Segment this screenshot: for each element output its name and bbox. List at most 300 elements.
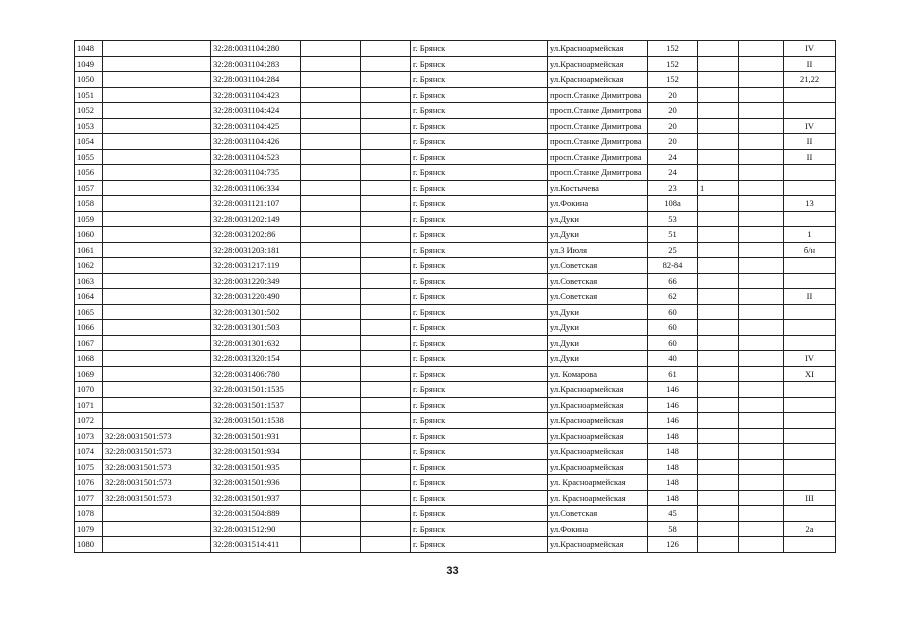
cell-city: г. Брянск (411, 382, 548, 398)
cell-empty-col-4 (301, 103, 361, 119)
cell-empty-col-10 (739, 521, 784, 537)
cell-empty-col-10 (739, 56, 784, 72)
cell-house-number: 66 (648, 273, 698, 289)
cell-row-number: 1067 (75, 335, 103, 351)
cell-city: г. Брянск (411, 56, 548, 72)
cell-empty-col-10 (739, 165, 784, 181)
cell-house-number: 148 (648, 459, 698, 475)
cell-cadastral-number: 32:28:0031104:424 (211, 103, 301, 119)
table-row (75, 397, 836, 413)
cell-street: ул.Дуки (548, 320, 648, 336)
cell-street: ул.Дуки (548, 211, 648, 227)
cell-cadastral-number: 32:28:0031301:632 (211, 335, 301, 351)
cell-row-number: 1057 (75, 180, 103, 196)
cell-parent-cadastral-number (103, 335, 211, 351)
cell-city: г. Брянск (411, 87, 548, 103)
cell-city: г. Брянск (411, 258, 548, 274)
cell-cadastral-number: 32:28:0031104:283 (211, 56, 301, 72)
cell-empty-col-5 (361, 304, 411, 320)
cell-house-number: 108а (648, 196, 698, 212)
cell-city: г. Брянск (411, 490, 548, 506)
cell-parent-cadastral-number (103, 397, 211, 413)
cell-empty-col-4 (301, 382, 361, 398)
cell-city: г. Брянск (411, 521, 548, 537)
table-row (75, 273, 836, 289)
cell-empty-col-5 (361, 537, 411, 553)
cell-parent-cadastral-number (103, 537, 211, 553)
cell-parent-cadastral-number (103, 180, 211, 196)
cell-empty-col-5 (361, 211, 411, 227)
cell-empty-col-5 (361, 273, 411, 289)
cell-empty-col-10 (739, 413, 784, 429)
cell-empty-col-4 (301, 351, 361, 367)
cell-room-number: 2а (784, 521, 836, 537)
cell-house-number: 126 (648, 537, 698, 553)
cell-empty-col-10 (739, 242, 784, 258)
cell-row-number: 1075 (75, 459, 103, 475)
cell-empty-col-4 (301, 227, 361, 243)
cell-empty-col-10 (739, 149, 784, 165)
cell-empty-col-10 (739, 475, 784, 491)
table-row (75, 366, 836, 382)
cell-house-number: 152 (648, 72, 698, 88)
cell-empty-col-5 (361, 475, 411, 491)
cell-street: ул.Красноармейская (548, 459, 648, 475)
cell-empty-col-5 (361, 366, 411, 382)
cell-building (698, 165, 739, 181)
cell-room-number: 21,22 (784, 72, 836, 88)
cell-building (698, 134, 739, 150)
cell-street: ул.Красноармейская (548, 428, 648, 444)
cell-building (698, 428, 739, 444)
cell-parent-cadastral-number: 32:28:0031501:573 (103, 444, 211, 460)
cell-city: г. Брянск (411, 41, 548, 57)
cell-row-number: 1070 (75, 382, 103, 398)
cell-building (698, 413, 739, 429)
cell-building (698, 72, 739, 88)
cell-empty-col-5 (361, 118, 411, 134)
cell-street: ул.Красноармейская (548, 56, 648, 72)
cell-house-number: 58 (648, 521, 698, 537)
cell-parent-cadastral-number (103, 320, 211, 336)
cell-row-number: 1063 (75, 273, 103, 289)
cell-parent-cadastral-number (103, 165, 211, 181)
cell-empty-col-10 (739, 196, 784, 212)
cell-empty-col-10 (739, 490, 784, 506)
cell-empty-col-5 (361, 428, 411, 444)
cell-empty-col-4 (301, 149, 361, 165)
cell-city: г. Брянск (411, 444, 548, 460)
cell-empty-col-4 (301, 211, 361, 227)
table-row (75, 103, 836, 119)
cell-cadastral-number: 32:28:0031501:931 (211, 428, 301, 444)
cell-row-number: 1048 (75, 41, 103, 57)
cell-city: г. Брянск (411, 475, 548, 491)
cell-house-number: 53 (648, 211, 698, 227)
cell-street: просп.Станке Димитрова (548, 134, 648, 150)
table-row (75, 227, 836, 243)
cell-house-number: 146 (648, 413, 698, 429)
cell-empty-col-10 (739, 537, 784, 553)
cell-empty-col-10 (739, 320, 784, 336)
cell-parent-cadastral-number: 32:28:0031501:573 (103, 459, 211, 475)
cell-parent-cadastral-number (103, 211, 211, 227)
cell-empty-col-10 (739, 459, 784, 475)
cell-cadastral-number: 32:28:0031501:935 (211, 459, 301, 475)
cell-building (698, 506, 739, 522)
cell-house-number: 148 (648, 444, 698, 460)
cell-house-number: 62 (648, 289, 698, 305)
cell-empty-col-5 (361, 413, 411, 429)
cell-parent-cadastral-number: 32:28:0031501:573 (103, 475, 211, 491)
cell-room-number (784, 413, 836, 429)
cell-house-number: 152 (648, 56, 698, 72)
cell-room-number (784, 444, 836, 460)
table-row (75, 180, 836, 196)
cell-room-number: IV (784, 351, 836, 367)
cell-street: ул.Дуки (548, 227, 648, 243)
cell-room-number: II (784, 134, 836, 150)
cell-room-number: II (784, 289, 836, 305)
cell-parent-cadastral-number (103, 149, 211, 165)
cell-row-number: 1052 (75, 103, 103, 119)
cell-cadastral-number: 32:28:0031512:90 (211, 521, 301, 537)
cell-street: ул.Красноармейская (548, 72, 648, 88)
cell-cadastral-number: 32:28:0031104:280 (211, 41, 301, 57)
cell-row-number: 1062 (75, 258, 103, 274)
cell-cadastral-number: 32:28:0031501:934 (211, 444, 301, 460)
cell-empty-col-5 (361, 459, 411, 475)
cell-building (698, 196, 739, 212)
cell-room-number: II (784, 56, 836, 72)
cell-empty-col-10 (739, 304, 784, 320)
cell-city: г. Брянск (411, 320, 548, 336)
cell-empty-col-4 (301, 289, 361, 305)
cell-empty-col-5 (361, 320, 411, 336)
cell-room-number (784, 320, 836, 336)
cell-empty-col-4 (301, 459, 361, 475)
table-row (75, 56, 836, 72)
cell-street: просп.Станке Димитрова (548, 87, 648, 103)
cell-room-number (784, 506, 836, 522)
cell-empty-col-4 (301, 134, 361, 150)
cell-empty-col-5 (361, 134, 411, 150)
cell-room-number (784, 382, 836, 398)
cell-room-number (784, 428, 836, 444)
cell-empty-col-4 (301, 196, 361, 212)
cell-empty-col-4 (301, 413, 361, 429)
cell-parent-cadastral-number (103, 56, 211, 72)
cell-parent-cadastral-number: 32:28:0031501:573 (103, 490, 211, 506)
cell-building: 1 (698, 180, 739, 196)
cell-building (698, 118, 739, 134)
table-row (75, 506, 836, 522)
cell-city: г. Брянск (411, 289, 548, 305)
cell-cadastral-number: 32:28:0031202:149 (211, 211, 301, 227)
cell-cadastral-number: 32:28:0031301:502 (211, 304, 301, 320)
cell-empty-col-4 (301, 475, 361, 491)
cell-empty-col-5 (361, 444, 411, 460)
cell-city: г. Брянск (411, 304, 548, 320)
cell-room-number (784, 475, 836, 491)
cell-street: ул.Фокина (548, 521, 648, 537)
cell-cadastral-number: 32:28:0031106:334 (211, 180, 301, 196)
cell-house-number: 25 (648, 242, 698, 258)
cell-building (698, 366, 739, 382)
cell-parent-cadastral-number (103, 196, 211, 212)
cell-cadastral-number: 32:28:0031504:889 (211, 506, 301, 522)
cell-room-number (784, 459, 836, 475)
cell-house-number: 60 (648, 335, 698, 351)
cell-room-number (784, 211, 836, 227)
cell-empty-col-4 (301, 506, 361, 522)
cell-house-number: 148 (648, 490, 698, 506)
table-row (75, 72, 836, 88)
cell-city: г. Брянск (411, 211, 548, 227)
cell-cadastral-number: 32:28:0031104:426 (211, 134, 301, 150)
table-row (75, 304, 836, 320)
cell-building (698, 490, 739, 506)
cell-street: ул.Красноармейская (548, 444, 648, 460)
cell-room-number (784, 335, 836, 351)
cell-parent-cadastral-number (103, 227, 211, 243)
cell-row-number: 1071 (75, 397, 103, 413)
cell-room-number (784, 103, 836, 119)
cell-city: г. Брянск (411, 134, 548, 150)
cell-empty-col-5 (361, 351, 411, 367)
cell-street: просп.Станке Димитрова (548, 149, 648, 165)
cell-building (698, 537, 739, 553)
cell-city: г. Брянск (411, 103, 548, 119)
cell-cadastral-number: 32:28:0031501:937 (211, 490, 301, 506)
cell-street: ул.Красноармейская (548, 397, 648, 413)
cell-street: просп.Станке Димитрова (548, 103, 648, 119)
table-row (75, 413, 836, 429)
cell-row-number: 1059 (75, 211, 103, 227)
cell-row-number: 1080 (75, 537, 103, 553)
cell-room-number: II (784, 149, 836, 165)
cell-cadastral-number: 32:28:0031104:735 (211, 165, 301, 181)
cell-empty-col-10 (739, 118, 784, 134)
cell-row-number: 1055 (75, 149, 103, 165)
cell-building (698, 273, 739, 289)
cell-city: г. Брянск (411, 335, 548, 351)
cell-street: ул.Советская (548, 289, 648, 305)
cell-cadastral-number: 32:28:0031203:181 (211, 242, 301, 258)
cell-empty-col-5 (361, 258, 411, 274)
cell-building (698, 56, 739, 72)
cell-row-number: 1064 (75, 289, 103, 305)
cell-house-number: 20 (648, 134, 698, 150)
cell-row-number: 1065 (75, 304, 103, 320)
table-row (75, 41, 836, 57)
cell-empty-col-5 (361, 521, 411, 537)
cell-row-number: 1066 (75, 320, 103, 336)
cell-building (698, 258, 739, 274)
table-row (75, 165, 836, 181)
cell-house-number: 20 (648, 87, 698, 103)
table-row (75, 289, 836, 305)
cell-house-number: 23 (648, 180, 698, 196)
table-row (75, 118, 836, 134)
cell-empty-col-5 (361, 41, 411, 57)
cell-empty-col-10 (739, 87, 784, 103)
cell-room-number: IV (784, 118, 836, 134)
cell-empty-col-4 (301, 242, 361, 258)
cell-empty-col-5 (361, 103, 411, 119)
cell-row-number: 1060 (75, 227, 103, 243)
table-row (75, 459, 836, 475)
cell-cadastral-number: 32:28:0031220:349 (211, 273, 301, 289)
cell-row-number: 1076 (75, 475, 103, 491)
cell-parent-cadastral-number (103, 273, 211, 289)
table-row (75, 87, 836, 103)
cell-empty-col-4 (301, 273, 361, 289)
cell-city: г. Брянск (411, 165, 548, 181)
cell-city: г. Брянск (411, 273, 548, 289)
cell-city: г. Брянск (411, 413, 548, 429)
cell-empty-col-5 (361, 165, 411, 181)
cell-house-number: 24 (648, 149, 698, 165)
cell-empty-col-4 (301, 180, 361, 196)
cell-parent-cadastral-number (103, 103, 211, 119)
cell-cadastral-number: 32:28:0031104:423 (211, 87, 301, 103)
cell-parent-cadastral-number (103, 118, 211, 134)
cell-street: ул.Советская (548, 506, 648, 522)
cell-room-number (784, 87, 836, 103)
cell-building (698, 149, 739, 165)
cell-room-number: IV (784, 41, 836, 57)
cell-empty-col-10 (739, 335, 784, 351)
cell-street: ул.Фокина (548, 196, 648, 212)
table-row (75, 444, 836, 460)
cell-room-number (784, 397, 836, 413)
cell-empty-col-10 (739, 444, 784, 460)
cell-empty-col-10 (739, 289, 784, 305)
cell-row-number: 1068 (75, 351, 103, 367)
cell-building (698, 459, 739, 475)
cell-house-number: 24 (648, 165, 698, 181)
cell-building (698, 521, 739, 537)
cell-empty-col-10 (739, 397, 784, 413)
cell-cadastral-number: 32:28:0031104:523 (211, 149, 301, 165)
cell-city: г. Брянск (411, 351, 548, 367)
cell-room-number: XI (784, 366, 836, 382)
cell-street: ул.Костычева (548, 180, 648, 196)
cell-empty-col-5 (361, 490, 411, 506)
cell-house-number: 20 (648, 103, 698, 119)
cell-building (698, 335, 739, 351)
cell-room-number (784, 180, 836, 196)
cell-empty-col-5 (361, 180, 411, 196)
cell-empty-col-5 (361, 72, 411, 88)
cell-cadastral-number: 32:28:0031501:936 (211, 475, 301, 491)
cell-empty-col-4 (301, 490, 361, 506)
cell-house-number: 60 (648, 304, 698, 320)
cell-empty-col-10 (739, 180, 784, 196)
cell-empty-col-5 (361, 289, 411, 305)
cell-empty-col-10 (739, 41, 784, 57)
cell-row-number: 1073 (75, 428, 103, 444)
cell-house-number: 148 (648, 475, 698, 491)
cell-parent-cadastral-number (103, 506, 211, 522)
cell-parent-cadastral-number (103, 72, 211, 88)
cell-cadastral-number: 32:28:0031202:86 (211, 227, 301, 243)
cell-parent-cadastral-number (103, 134, 211, 150)
cell-house-number: 20 (648, 118, 698, 134)
table-row (75, 320, 836, 336)
cell-street: просп.Станке Димитрова (548, 118, 648, 134)
cell-street: ул. Красноармейская (548, 475, 648, 491)
cell-parent-cadastral-number: 32:28:0031501:573 (103, 428, 211, 444)
table-body (75, 41, 836, 553)
cell-building (698, 475, 739, 491)
cell-empty-col-10 (739, 382, 784, 398)
cell-city: г. Брянск (411, 242, 548, 258)
cell-city: г. Брянск (411, 506, 548, 522)
cell-parent-cadastral-number (103, 258, 211, 274)
cell-empty-col-4 (301, 428, 361, 444)
cell-street: ул.Дуки (548, 304, 648, 320)
cell-cadastral-number: 32:28:0031104:284 (211, 72, 301, 88)
cell-street: ул.Красноармейская (548, 41, 648, 57)
cell-empty-col-10 (739, 428, 784, 444)
cell-row-number: 1049 (75, 56, 103, 72)
cell-empty-col-5 (361, 335, 411, 351)
cell-street: ул.Дуки (548, 335, 648, 351)
cell-parent-cadastral-number (103, 351, 211, 367)
cell-empty-col-5 (361, 397, 411, 413)
cell-cadastral-number: 32:28:0031301:503 (211, 320, 301, 336)
cell-empty-col-10 (739, 366, 784, 382)
table-row (75, 196, 836, 212)
registry-table (74, 40, 836, 553)
cell-parent-cadastral-number (103, 41, 211, 57)
table-row (75, 382, 836, 398)
cell-city: г. Брянск (411, 180, 548, 196)
cell-row-number: 1079 (75, 521, 103, 537)
table-row (75, 475, 836, 491)
cell-cadastral-number: 32:28:0031501:1537 (211, 397, 301, 413)
cell-city: г. Брянск (411, 118, 548, 134)
table-row (75, 134, 836, 150)
cell-house-number: 152 (648, 41, 698, 57)
cell-room-number (784, 165, 836, 181)
cell-cadastral-number: 32:28:0031501:1538 (211, 413, 301, 429)
cell-city: г. Брянск (411, 459, 548, 475)
cell-cadastral-number: 32:28:0031320:154 (211, 351, 301, 367)
cell-building (698, 289, 739, 305)
cell-room-number: 1 (784, 227, 836, 243)
table-row (75, 149, 836, 165)
table-row (75, 351, 836, 367)
cell-empty-col-4 (301, 258, 361, 274)
cell-building (698, 41, 739, 57)
cell-house-number: 60 (648, 320, 698, 336)
cell-house-number: 146 (648, 382, 698, 398)
cell-empty-col-5 (361, 87, 411, 103)
cell-empty-col-4 (301, 118, 361, 134)
cell-house-number: 146 (648, 397, 698, 413)
cell-room-number (784, 273, 836, 289)
cell-empty-col-10 (739, 227, 784, 243)
cell-building (698, 87, 739, 103)
cell-row-number: 1051 (75, 87, 103, 103)
cell-house-number: 40 (648, 351, 698, 367)
cell-cadastral-number: 32:28:0031220:490 (211, 289, 301, 305)
table-row (75, 258, 836, 274)
cell-street: ул.Красноармейская (548, 413, 648, 429)
